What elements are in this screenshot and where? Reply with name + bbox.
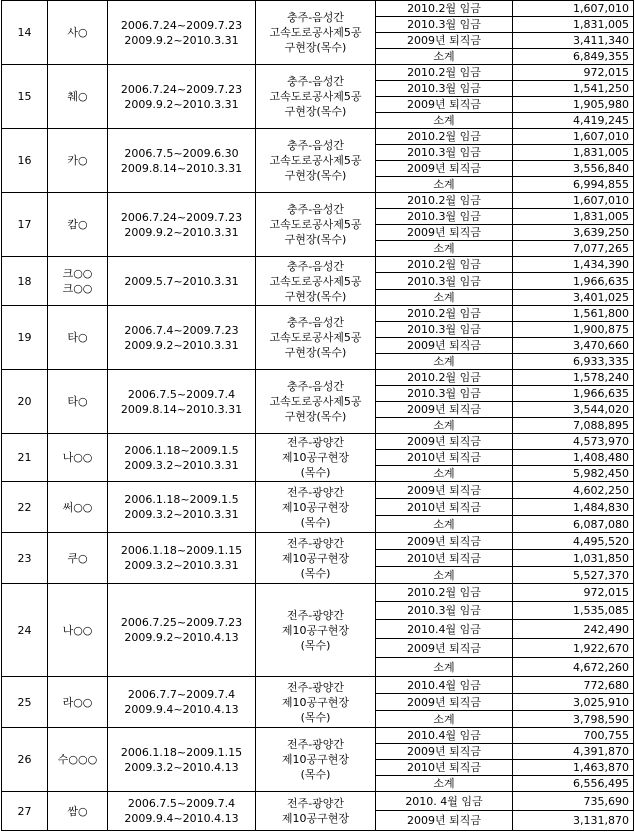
text-line: 고속도로공사제5공 — [269, 154, 362, 167]
text-line: 충주-음성간 — [286, 316, 345, 329]
item-amount: 1,484,830 — [513, 499, 634, 516]
text-line: 2006.7.5~2009.6.30 — [124, 146, 239, 160]
row-number: 23 — [2, 533, 48, 584]
item-amount: 6,994,855 — [513, 177, 634, 193]
text-line: 2009.9.2~2010.3.31 — [124, 33, 239, 47]
worker-name — [48, 257, 108, 306]
work-site — [256, 533, 376, 584]
item-amount: 1,463,870 — [513, 760, 634, 776]
item-amount: 735,690 — [513, 792, 634, 811]
text-line: 써○○ — [62, 500, 93, 514]
item-amount: 5,527,370 — [513, 567, 634, 584]
table-row — [2, 257, 634, 273]
item-amount: 3,411,340 — [513, 33, 634, 49]
item-amount: 1,905,980 — [513, 97, 634, 113]
row-number: 25 — [2, 677, 48, 728]
item-amount: 6,556,495 — [513, 776, 634, 792]
work-site — [256, 370, 376, 434]
item-label: 2010.3월 임금 — [376, 17, 513, 33]
text-line: 2009.5.7~2010.3.31 — [124, 274, 239, 288]
text-line: 고속도로공사제5공 — [269, 274, 362, 288]
text-line: 2006.1.18~2009.1.15 — [120, 544, 243, 557]
worker-name — [48, 434, 108, 482]
text-line: 2006.7.24~2009.7.23 — [120, 18, 243, 32]
text-line: 전주-광양간 — [286, 436, 345, 449]
item-amount: 1,831,005 — [513, 17, 634, 33]
item-amount: 3,544,020 — [513, 402, 634, 418]
text-line: 나○○ — [62, 451, 93, 464]
text-line: 2009.3.2~2010.4.13 — [124, 760, 239, 774]
item-label: 소계 — [376, 290, 513, 306]
item-amount: 6,849,355 — [513, 49, 634, 65]
item-label: 2010.2월 임금 — [376, 584, 513, 602]
row-number: 14 — [2, 1, 48, 65]
text-line: (목수) — [300, 710, 331, 724]
item-amount: 3,556,840 — [513, 161, 634, 177]
row-number: 19 — [2, 306, 48, 370]
item-label: 2010.4월 임금 — [376, 620, 513, 639]
text-line: 타○ — [67, 395, 88, 408]
row-number: 15 — [2, 65, 48, 129]
item-amount: 1,607,010 — [513, 129, 634, 145]
text-line: 충주-음성간 — [286, 259, 345, 273]
row-number: 21 — [2, 434, 48, 482]
work-period — [108, 370, 256, 434]
item-label: 2010.2월 임금 — [376, 65, 513, 81]
item-label: 소계 — [376, 418, 513, 434]
text-line: 크○○ — [62, 282, 93, 295]
text-line: 제10공구현장 — [281, 451, 350, 464]
text-line: 쌈○ — [67, 804, 88, 818]
worker-name — [48, 584, 108, 677]
table-row — [2, 306, 634, 322]
work-site — [256, 792, 376, 831]
item-label: 2010.2월 임금 — [376, 370, 513, 386]
item-label: 2010.3월 임금 — [376, 209, 513, 225]
text-line: 전주-광양간 — [286, 738, 345, 751]
text-line: 충주-음성간 — [286, 203, 345, 216]
item-label: 2009년 퇴직금 — [376, 225, 513, 241]
item-amount: 1,541,250 — [513, 81, 634, 97]
item-label: 2010.3월 임금 — [376, 81, 513, 97]
text-line: 제10공구현장 — [281, 695, 350, 709]
text-line: 2006.7.24~2009.7.23 — [120, 210, 243, 224]
text-line: (목수) — [300, 515, 331, 529]
text-line: 2009.8.14~2010.3.31 — [120, 161, 243, 175]
text-line: 카○ — [67, 154, 88, 167]
text-line: 2009.3.2~2010.3.31 — [124, 508, 239, 521]
text-line: 구현장(목수) — [284, 410, 347, 423]
item-amount: 1,408,480 — [513, 450, 634, 466]
item-label: 2010년 퇴직금 — [376, 550, 513, 567]
work-site — [256, 193, 376, 257]
worker-name — [48, 193, 108, 257]
wage-claim-table — [1, 0, 634, 831]
work-site — [256, 257, 376, 306]
item-label: 2009년 퇴직금 — [376, 33, 513, 49]
table-row — [2, 728, 634, 744]
item-label: 2010.2월 임금 — [376, 1, 513, 17]
text-line: 2006.7.24~2009.7.23 — [120, 82, 243, 96]
item-label: 2010년 퇴직금 — [376, 499, 513, 516]
item-label: 2010년 퇴직금 — [376, 450, 513, 466]
item-amount: 4,573,970 — [513, 434, 634, 450]
item-label: 2009년 퇴직금 — [376, 744, 513, 760]
item-amount: 1,831,005 — [513, 145, 634, 161]
item-amount: 5,982,450 — [513, 466, 634, 482]
work-site — [256, 728, 376, 792]
worker-name — [48, 370, 108, 434]
item-label: 소계 — [376, 776, 513, 792]
text-line: 2009.9.4~2010.4.13 — [124, 812, 239, 825]
item-label: 소계 — [376, 658, 513, 677]
row-number: 18 — [2, 257, 48, 306]
text-line: 크○○ — [62, 267, 93, 280]
worker-name — [48, 65, 108, 129]
work-period — [108, 306, 256, 370]
item-amount: 7,077,265 — [513, 241, 634, 257]
item-label: 2010년 퇴직금 — [376, 760, 513, 776]
worker-name — [48, 129, 108, 193]
text-line: 전주-광양간 — [286, 797, 345, 810]
item-label: 소계 — [376, 241, 513, 257]
item-amount: 1,535,085 — [513, 602, 634, 620]
item-amount: 772,680 — [513, 677, 634, 694]
item-label: 2009년 퇴직금 — [376, 97, 513, 113]
text-line: 쿠○ — [67, 551, 88, 565]
text-line: 2009.9.2~2010.4.13 — [124, 631, 239, 644]
text-line: 2009.9.2~2010.3.31 — [124, 338, 239, 352]
worker-name — [48, 728, 108, 792]
item-label: 2010. 4월 임금 — [376, 792, 513, 811]
work-period — [108, 482, 256, 533]
text-line: 2009.3.2~2010.3.31 — [124, 458, 239, 472]
text-line: 2006.7.25~2009.7.23 — [120, 616, 243, 629]
table-row — [2, 1, 634, 17]
text-line: 2009.9.2~2010.3.31 — [124, 225, 239, 239]
text-line: 전주-광양간 — [286, 485, 345, 499]
text-line: 고속도로공사제5공 — [269, 395, 362, 408]
work-site — [256, 65, 376, 129]
text-line: 2006.1.18~2009.1.15 — [120, 745, 243, 759]
text-line: (목수) — [300, 768, 331, 781]
item-label: 2010.3월 임금 — [376, 386, 513, 402]
work-site — [256, 584, 376, 677]
item-amount: 972,015 — [513, 584, 634, 602]
work-site — [256, 1, 376, 65]
work-period — [108, 434, 256, 482]
text-line: 전주-광양간 — [286, 608, 345, 622]
item-label: 2010.2월 임금 — [376, 129, 513, 145]
text-line: 나○○ — [62, 623, 93, 637]
item-amount: 242,490 — [513, 620, 634, 639]
item-amount: 1,578,240 — [513, 370, 634, 386]
text-line: 고속도로공사제5공 — [269, 218, 362, 231]
table-row — [2, 65, 634, 81]
item-amount: 3,639,250 — [513, 225, 634, 241]
item-amount: 6,087,080 — [513, 516, 634, 533]
worker-name — [48, 792, 108, 831]
item-label: 2010.2월 임금 — [376, 257, 513, 273]
text-line: 고속도로공사제5공 — [269, 90, 362, 103]
worker-name — [48, 1, 108, 65]
item-label: 2009년 퇴직금 — [376, 811, 513, 831]
text-line: (목수) — [300, 466, 331, 479]
text-line: (목수) — [300, 638, 331, 652]
work-period — [108, 677, 256, 728]
table-row — [2, 677, 634, 694]
item-label: 2009년 퇴직금 — [376, 402, 513, 418]
text-line: 구현장(목수) — [284, 41, 347, 54]
item-label: 소계 — [376, 113, 513, 129]
text-line: 충주-음성간 — [286, 380, 345, 393]
text-line: 충주-음성간 — [286, 75, 345, 88]
work-period — [108, 728, 256, 792]
text-line: 구현장(목수) — [284, 233, 347, 246]
work-site — [256, 434, 376, 482]
text-line: 제10공구현장 — [281, 500, 350, 514]
item-amount: 972,015 — [513, 65, 634, 81]
row-number: 16 — [2, 129, 48, 193]
work-period — [108, 129, 256, 193]
work-period — [108, 1, 256, 65]
item-amount: 4,602,250 — [513, 482, 634, 499]
work-period — [108, 257, 256, 306]
item-label: 소계 — [376, 177, 513, 193]
item-amount: 1,607,010 — [513, 1, 634, 17]
work-period — [108, 65, 256, 129]
text-line: (목수) — [300, 566, 331, 580]
item-amount: 4,419,245 — [513, 113, 634, 129]
item-label: 2010.4월 임금 — [376, 728, 513, 744]
text-line: 2009.8.14~2010.3.31 — [120, 402, 243, 416]
work-site — [256, 482, 376, 533]
text-line: 전주-광양간 — [286, 536, 345, 550]
text-line: 췌○ — [67, 90, 88, 103]
table-row — [2, 482, 634, 499]
text-line: 라○○ — [62, 695, 93, 709]
item-amount: 3,470,660 — [513, 338, 634, 354]
text-line: 충주-음성간 — [286, 139, 345, 152]
text-line: 2006.7.5~2009.7.4 — [127, 387, 236, 401]
text-line: 제10공구현장 — [281, 812, 350, 825]
worker-name — [48, 306, 108, 370]
table-row — [2, 370, 634, 386]
item-label: 2009년 퇴직금 — [376, 434, 513, 450]
text-line: 구현장(목수) — [284, 289, 347, 303]
item-amount: 3,131,870 — [513, 811, 634, 831]
item-label: 2009년 퇴직금 — [376, 639, 513, 658]
item-label: 소계 — [376, 711, 513, 728]
item-amount: 1,561,800 — [513, 306, 634, 322]
item-amount: 3,798,590 — [513, 711, 634, 728]
text-line: 타○ — [67, 331, 88, 344]
item-label: 소계 — [376, 49, 513, 65]
row-number: 22 — [2, 482, 48, 533]
item-label: 2010.2월 임금 — [376, 193, 513, 209]
item-amount: 1,900,875 — [513, 322, 634, 338]
work-period — [108, 792, 256, 831]
item-label: 2010.3월 임금 — [376, 602, 513, 620]
work-site — [256, 129, 376, 193]
item-label: 소계 — [376, 466, 513, 482]
item-label: 소계 — [376, 516, 513, 533]
text-line: 구현장(목수) — [284, 346, 347, 359]
item-label: 2009년 퇴직금 — [376, 338, 513, 354]
row-number: 20 — [2, 370, 48, 434]
worker-name — [48, 482, 108, 533]
item-amount: 1,831,005 — [513, 209, 634, 225]
text-line: 제10공구현장 — [281, 753, 350, 766]
work-period — [108, 533, 256, 584]
worker-name — [48, 677, 108, 728]
text-line: 2006.1.18~2009.1.5 — [124, 443, 239, 457]
item-amount: 700,755 — [513, 728, 634, 744]
item-label: 2010.3월 임금 — [376, 322, 513, 338]
item-label: 2010.4월 임금 — [376, 677, 513, 694]
text-line: 2009.9.2~2010.3.31 — [124, 97, 239, 111]
text-line: 제10공구현장 — [281, 551, 350, 565]
text-line: 2009.3.2~2010.3.31 — [124, 559, 239, 572]
row-number: 26 — [2, 728, 48, 792]
table-row — [2, 193, 634, 209]
item-label: 2009년 퇴직금 — [376, 482, 513, 499]
item-amount: 3,025,910 — [513, 694, 634, 711]
table-row — [2, 792, 634, 811]
text-line: 2009.9.4~2010.4.13 — [124, 703, 239, 716]
item-amount: 1,434,390 — [513, 257, 634, 273]
item-amount: 3,401,025 — [513, 290, 634, 306]
text-line: 2006.7.7~2009.7.4 — [127, 688, 236, 701]
text-line: 구현장(목수) — [284, 169, 347, 182]
item-amount: 1,607,010 — [513, 193, 634, 209]
work-site — [256, 306, 376, 370]
worker-name — [48, 533, 108, 584]
item-amount: 1,966,635 — [513, 386, 634, 402]
text-line: 캄○ — [67, 218, 88, 231]
row-number: 24 — [2, 584, 48, 677]
work-period — [108, 193, 256, 257]
table-row — [2, 533, 634, 550]
item-amount: 1,031,850 — [513, 550, 634, 567]
item-label: 2009년 퇴직금 — [376, 161, 513, 177]
item-label: 소계 — [376, 354, 513, 370]
item-amount: 4,391,870 — [513, 744, 634, 760]
item-label: 2010.2월 임금 — [376, 306, 513, 322]
text-line: 수○○○ — [57, 753, 98, 766]
text-line: 2006.7.4~2009.7.23 — [124, 323, 239, 337]
table-row — [2, 129, 634, 145]
item-amount: 7,088,895 — [513, 418, 634, 434]
text-line: 충주-음성간 — [286, 11, 345, 24]
item-amount: 4,495,520 — [513, 533, 634, 550]
item-amount: 1,966,635 — [513, 273, 634, 290]
row-number: 27 — [2, 792, 48, 831]
text-line: 고속도로공사제5공 — [269, 331, 362, 344]
table-row — [2, 584, 634, 602]
table-row — [2, 434, 634, 450]
text-line: 고속도로공사제5공 — [269, 26, 362, 39]
item-label: 2010.3월 임금 — [376, 145, 513, 161]
item-label: 소계 — [376, 567, 513, 584]
text-line: 제10공구현장 — [281, 623, 350, 637]
item-label: 2009년 퇴직금 — [376, 533, 513, 550]
work-site — [256, 677, 376, 728]
text-line: 전주-광양간 — [286, 680, 345, 694]
text-line: 2006.7.5~2009.7.4 — [127, 797, 236, 810]
item-label: 2009년 퇴직금 — [376, 694, 513, 711]
text-line: 사○ — [67, 26, 88, 39]
item-label: 2010.3월 임금 — [376, 273, 513, 290]
row-number: 17 — [2, 193, 48, 257]
item-amount: 6,933,335 — [513, 354, 634, 370]
item-amount: 1,922,670 — [513, 639, 634, 658]
item-amount: 4,672,260 — [513, 658, 634, 677]
work-period — [108, 584, 256, 677]
text-line: 2006.1.18~2009.1.5 — [124, 493, 239, 506]
text-line: 구현장(목수) — [284, 105, 347, 118]
